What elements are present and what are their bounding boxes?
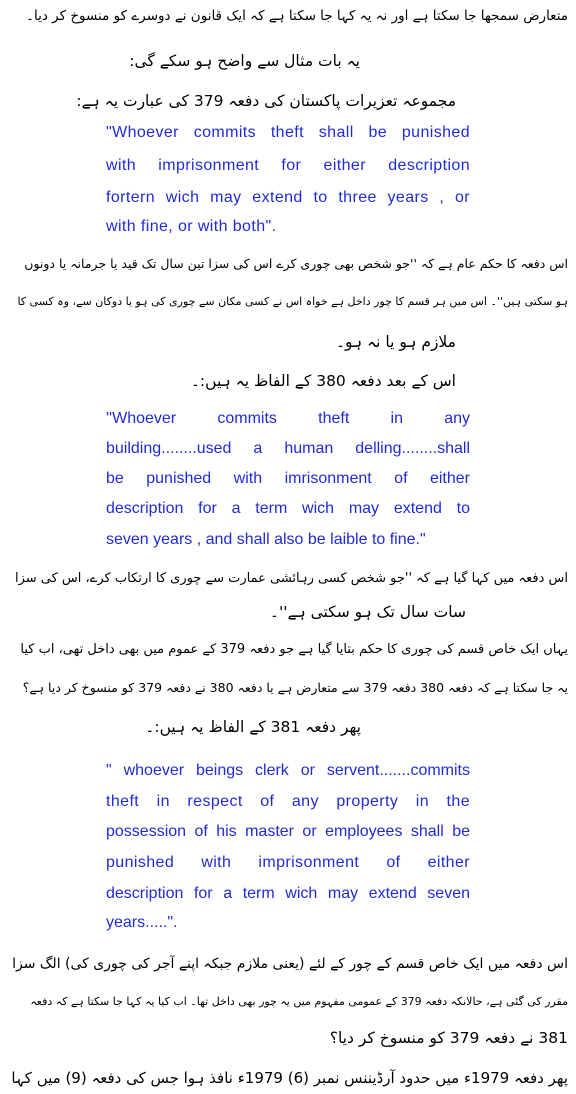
- urdu-line: 381 نے دفعہ 379 کو منسوخ کر دیا؟: [329, 1029, 568, 1047]
- quote-line: theft in respect of any property in the: [106, 793, 470, 810]
- urdu-line: سات سال تک ہو سکتی ہے''۔: [269, 603, 466, 621]
- quote-line: description for a term wich may extend seven: [106, 885, 470, 902]
- quote-line: ''Whoever commits theft in any: [106, 410, 470, 427]
- quote-line: fortern wich may extend to three years , or: [106, 189, 470, 206]
- quote-line: " whoever beings clerk or servent.......commits: [106, 762, 470, 779]
- urdu-line: متعارض سمجھا جا سکتا ہے اور نہ یہ کہا جا سکتا ہے کہ ایک قانون نے دوسرے کو منسوخ کر دیا۔: [26, 8, 568, 24]
- urdu-line: یہاں ایک خاص قسم کی چوری کا حکم بتایا گیا ہے جو دفعہ 379 کے عموم میں بھی داخل تھی، اب کیا: [20, 642, 568, 657]
- quote-line: be punished with imrisonment of either: [106, 470, 470, 487]
- urdu-line: ملازم ہو یا نہ ہو۔: [335, 333, 456, 351]
- urdu-line: یہ بات مثال سے واضح ہو سکے گی:: [129, 52, 360, 70]
- quote-line: description for a term wich may extend to: [106, 500, 470, 517]
- quote-line: with fine, or with both".: [106, 218, 277, 235]
- quote-line: with imprisonment for either description: [106, 157, 470, 174]
- urdu-line: اس دفعہ کا حکم عام ہے کہ ''جو شخص بھی چوری کرے اس کی سزا تین سال تک قید یا جرمانہ یا دونوں: [24, 256, 568, 271]
- urdu-line: پھر دفعہ 381 کے الفاظ یہ ہیں:۔: [145, 718, 361, 736]
- urdu-line: یہ جا سکتا ہے کہ دفعہ 380 دفعہ 379 سے متعارض ہے یا دفعہ 380 نے دفعہ 379 کو منسوخ کر دیا ہے؟: [22, 680, 568, 695]
- quote-line: punished with imprisonment of either: [106, 854, 470, 871]
- urdu-line: اس کے بعد دفعہ 380 کے الفاظ یہ ہیں:۔: [190, 372, 456, 390]
- urdu-line: اس دفعہ میں ایک خاص قسم کے چور کے لئے (یعنی ملازم جبکہ اپنے آجر کی چوری کی) الگ سزا: [12, 956, 568, 972]
- quote-line: possession of his master or employees shall be: [106, 823, 470, 840]
- urdu-line: ہو سکتی ہیں''۔ اس میں ہر قسم کا چور داخل ہے خواہ اس نے کسی مکان سے چوری کی ہو یا دوکان سے، وہ کسی کا: [17, 295, 568, 308]
- quote-line: years.....".: [106, 914, 178, 931]
- quote-line: seven years , and shall also be laible to fine.": [106, 531, 426, 548]
- urdu-line: مقرر کی گئی ہے، حالانکہ دفعہ 379 کے عمومی مفہوم میں یہ چور بھی داخل تھا۔ اب کیا یہ کہا جا سکتا ہے کہ دفعہ: [30, 995, 568, 1008]
- urdu-line: مجموعہ تعزیرات پاکستان کی دفعہ 379 کی عبارت یہ ہے:: [76, 92, 456, 110]
- urdu-line: پھر دفعہ 1979ء میں حدود آرڈیننس نمبر (6) 1979ء نافذ ہوا جس کی دفعہ (9) میں کہا: [11, 1069, 568, 1087]
- quote-line: "Whoever commits theft shall be punished: [106, 124, 470, 141]
- urdu-line: اس دفعہ میں کہا گیا ہے کہ ''جو شخص کسی رہائشی عمارت سے چوری کا ارتکاب کرے، اس کی سزا: [14, 571, 568, 586]
- quote-line: building........used a human delling........shall: [106, 440, 470, 457]
